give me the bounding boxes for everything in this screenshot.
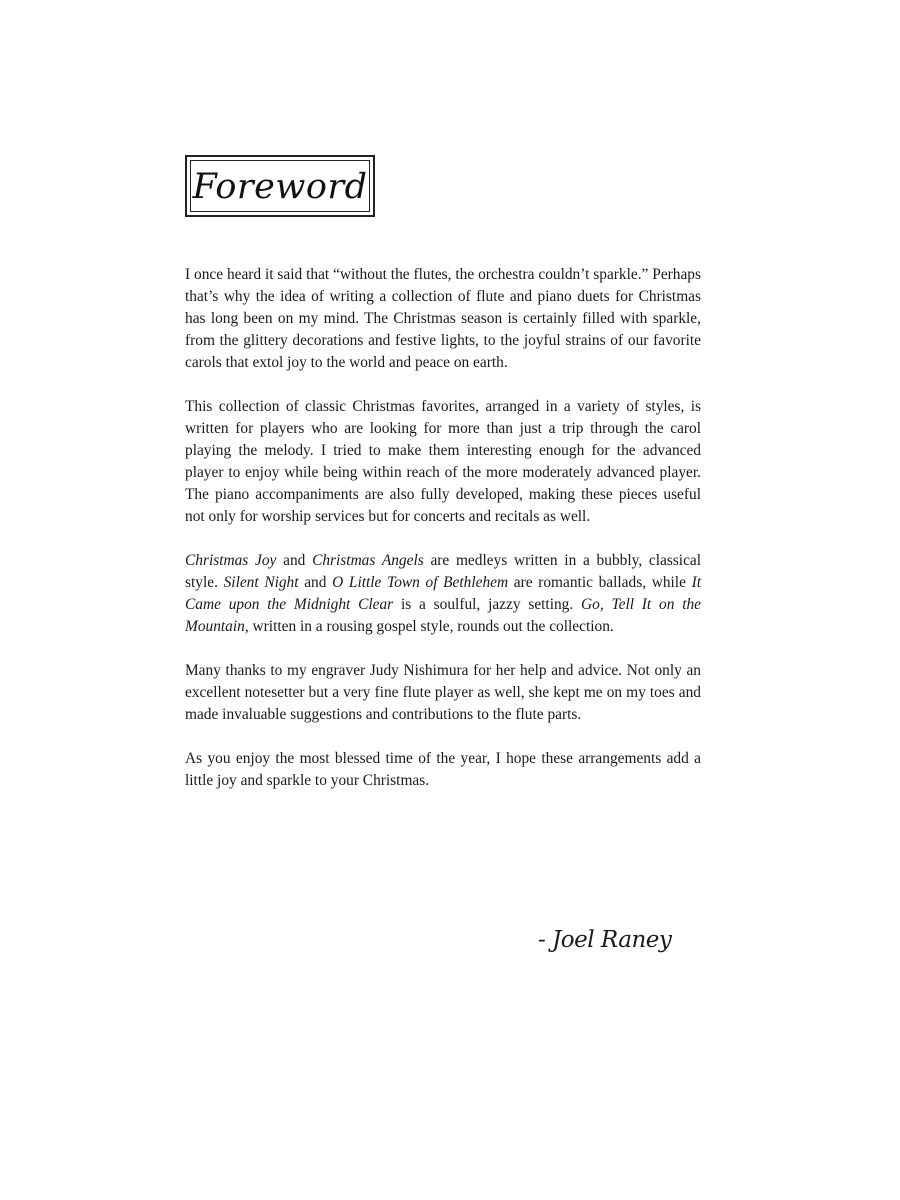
paragraph-4: Many thanks to my engraver Judy Nishimura for her help and advice. Not only an excellent notesetter but a very fine flute player as well, she kept me on my toes and made invaluable suggestions and contributions to the flute parts.: [185, 662, 701, 723]
author-signature: - Joel Raney: [538, 927, 672, 953]
title-silent-night: Silent Night: [223, 574, 299, 591]
title-christmas-angels: Christmas Angels: [312, 552, 424, 569]
foreword-body: [185, 264, 701, 814]
title-frame: [185, 155, 375, 217]
paragraph-3-text: are romantic ballads, while: [508, 574, 692, 591]
title-christmas-joy: Christmas Joy: [185, 552, 277, 569]
paragraph-3-text: written in a rousing gospel style, rounds out the collection.: [248, 618, 614, 635]
title-frame-inner: [190, 160, 370, 212]
paragraph-3: [185, 550, 701, 638]
paragraph-3-text: are medleys written in a bubbly, classical style.: [185, 552, 702, 591]
paragraph-3-text: is a soulful, jazzy setting.: [393, 596, 582, 613]
paragraph-3-text: and: [276, 552, 313, 569]
title-it-came-upon: It Came upon the Midnight Clear: [185, 574, 701, 613]
title-go-tell-it: Go, Tell It on the Mountain,: [185, 596, 701, 635]
paragraph-1: I once heard it said that “without the flutes, the orchestra couldn’t sparkle.” Perhaps that’s why the idea of writing a collection of flute and piano duets for Christmas has long been on my mind. The Christmas season is certainly filled with sparkle, from the glittery decorations and festive lights, to the joyful strains of our favorite carols that extol joy to the world and peace on earth.: [185, 266, 701, 371]
paragraph-3-text: and: [298, 574, 333, 591]
title-o-little-town: O Little Town of Bethlehem: [332, 574, 509, 591]
page-title: Foreword: [192, 166, 368, 207]
paragraph-2: This collection of classic Christmas favorites, arranged in a variety of styles, is written for players who are looking for more than just a trip through the carol playing the melody. I tried to make them interesting enough for the advanced player to enjoy while being within reach of the more moderately advanced player. The piano accompaniments are also fully developed, making these pieces useful not only for worship services but for concerts and recitals as well.: [185, 398, 701, 525]
paragraph-5: As you enjoy the most blessed time of the year, I hope these arrangements add a little joy and sparkle to your Christmas.: [185, 750, 701, 789]
